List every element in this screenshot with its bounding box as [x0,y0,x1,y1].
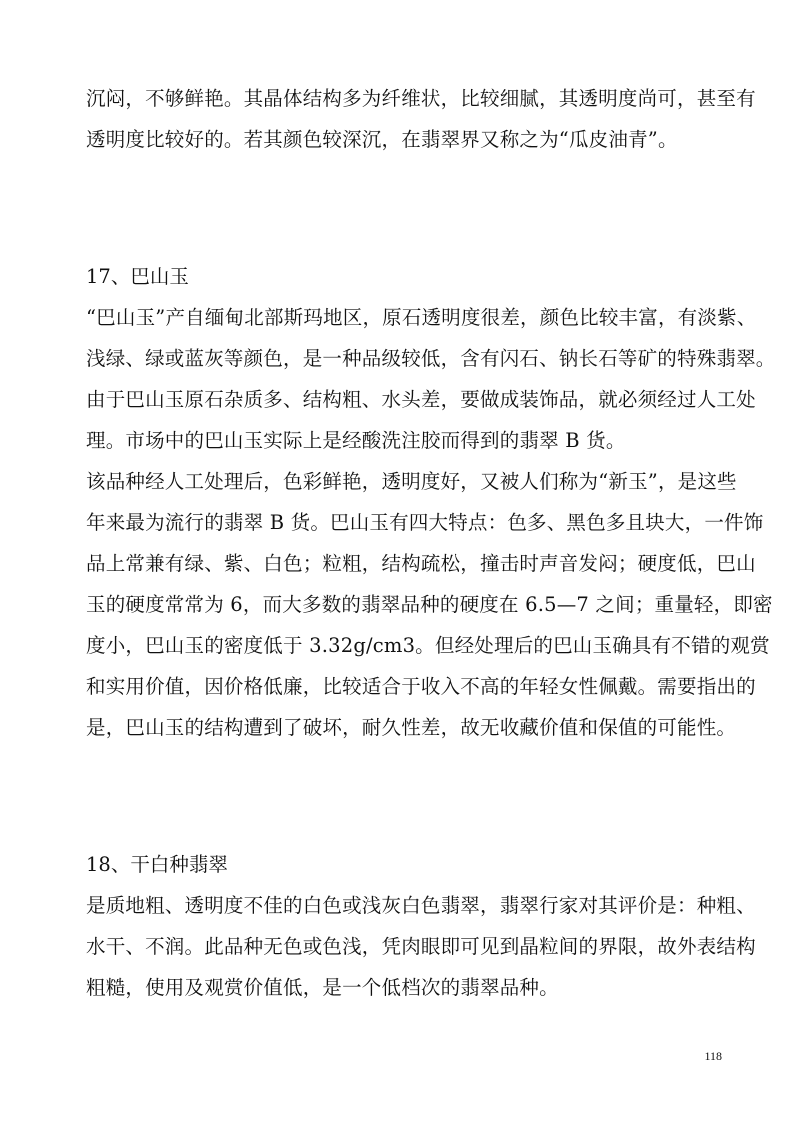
page-number: 118 [704,1049,722,1063]
text-line: 浅绿、绿或蓝灰等颜色，是一种品级较低，含有闪石、钠长石等矿的特殊翡翠。 [86,347,776,370]
document-page [86,78,776,1008]
text-line: 由于巴山玉原石杂质多、结构粗、水头差，要做成装饰品，就必须经过人工处 [86,388,756,411]
text-line: 理。市场中的巴山玉实际上是经酸洗注胶而得到的翡翠 B 货。 [86,429,626,452]
text-line: 度小，巴山玉的密度低于 3.32g/cm3。但经处理后的巴山玉确具有不错的观赏 [86,634,770,657]
text-line: 沉闷，不够鲜艳。其晶体结构多为纤维状，比较细腻，其透明度尚可，甚至有 [86,87,756,110]
text-line: 玉的硬度常常为 6，而大多数的翡翠品种的硬度在 6.5—7 之间；重量轻，即密 [86,593,773,616]
section-17 [86,256,776,748]
text-line: 品上常兼有绿、紫、白色；粒粗，结构疏松，撞击时声音发闷；硬度低，巴山 [86,552,756,575]
section-heading: 18、干白种翡翠 [86,853,228,876]
section-18 [86,844,756,1008]
text-line: 粗糙，使用及观赏价值低，是一个低档次的翡翠品种。 [86,976,559,999]
text-line: 年来最为流行的翡翠 B 货。巴山玉有四大特点：色多、黑色多且块大，一件饰 [86,511,764,534]
text-line: 透明度比较好的。若其颜色较深沉，在翡翠界又称之为“瓜皮油青”。 [86,128,678,151]
section-spacer [86,160,726,256]
text-line: 是质地粗、透明度不佳的白色或浅灰白色翡翠，翡翠行家对其评价是：种粗、 [86,894,756,917]
text-line: 该品种经人工处理后，色彩鲜艳，透明度好，又被人们称为“新玉”，是这些 [86,470,737,493]
intro-paragraph [86,78,756,160]
section-spacer [86,748,726,844]
text-line: 是，巴山玉的结构遭到了破坏，耐久性差，故无收藏价值和保值的可能性。 [86,716,737,739]
section-heading: 17、巴山玉 [86,265,189,288]
text-line: “巴山玉”产自缅甸北部斯玛地区，原石透明度很差，颜色比较丰富，有淡紫、 [86,306,757,329]
text-line: 水干、不润。此品种无色或色浅，凭肉眼即可见到晶粒间的界限，故外表结构 [86,935,756,958]
text-line: 和实用价值，因价格低廉，比较适合于收入不高的年轻女性佩戴。需要指出的 [86,675,756,698]
